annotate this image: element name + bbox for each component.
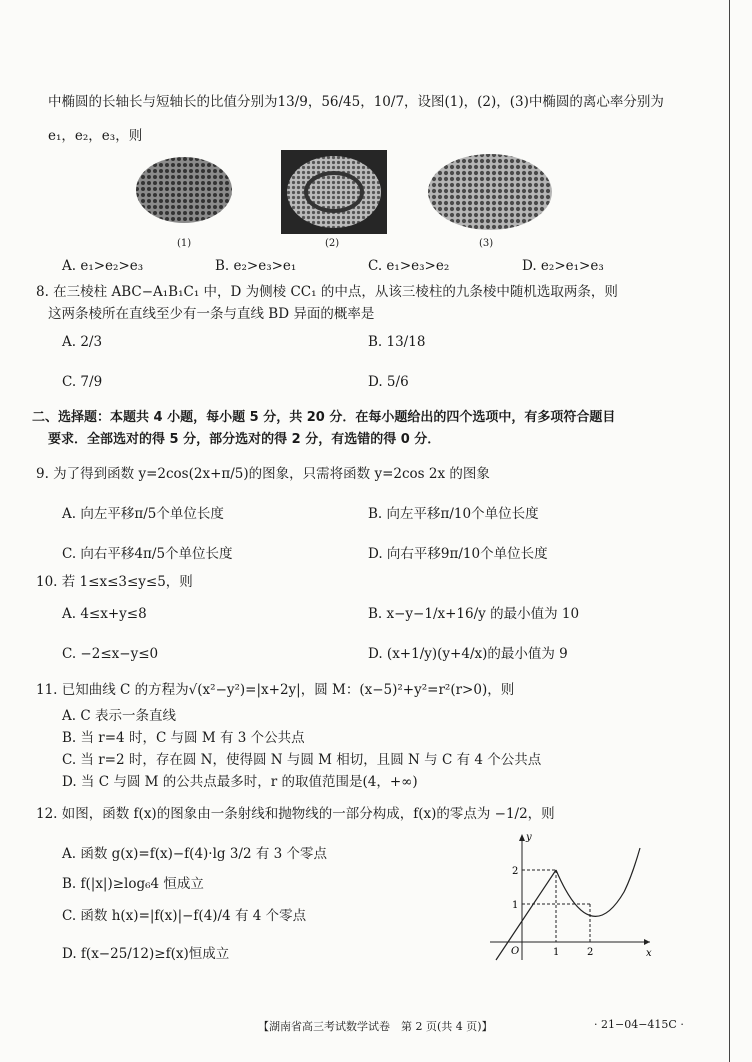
q12-option-a: A. 函数 g(x)=f(x)−f(4)·lg 3/2 有 3 个零点 <box>62 846 328 862</box>
q7-stem-line2: e₁，e₂，e₃，则 <box>48 128 143 144</box>
q8-option-d: D. 5/6 <box>368 374 409 390</box>
q10-option-d: D. (x+1/y)(y+4/x)的最小值为 9 <box>368 646 568 662</box>
q9-option-c: C. 向右平移4π/5个单位长度 <box>62 546 233 562</box>
y-axis-label: y <box>526 832 532 843</box>
ellipse-figure-1 <box>134 150 234 234</box>
origin-label: O <box>511 946 520 957</box>
x-tick-label-1: 1 <box>553 947 560 958</box>
footer-code: · 21−04−415C · <box>594 1018 684 1031</box>
q10-option-c: C. −2≤x−y≤0 <box>62 646 159 662</box>
y-axis-arrow-icon <box>519 834 525 841</box>
q12-option-b: B. f(|x|)≥log₆4 恒成立 <box>62 876 204 892</box>
x-axis-arrow-icon <box>644 939 650 945</box>
q9-option-a: A. 向左平移π/5个单位长度 <box>62 506 224 522</box>
q12-option-c: C. 函数 h(x)=|f(x)|−f(4)/4 有 4 个零点 <box>62 908 307 924</box>
q8-option-b: B. 13/18 <box>368 334 426 350</box>
q7-option-a: A. e₁>e₂>e₃ <box>62 258 144 274</box>
page-edge <box>729 0 730 1062</box>
q7-stem-line1: 中椭圆的长轴长与短轴长的比值分别为13/9，56/45，10/7，设图(1)，(2)，(3)中椭圆的离心率分别为 <box>48 94 664 110</box>
q11-option-d: D. 当 C 与圆 M 的公共点最多时，r 的取值范围是(4，+∞) <box>62 774 418 790</box>
caption-figure-2: (2) <box>325 238 340 249</box>
ray-segment <box>496 870 556 960</box>
caption-figure-3: (3) <box>479 238 494 249</box>
y-tick-label-1: 1 <box>512 900 519 911</box>
q11-stem: 11. 已知曲线 C 的方程为√(x²−y²)=|x+2y|，圆 M：(x−5)²+y²=r²(r>0)，则 <box>36 682 515 698</box>
q8-stem-line1: 8. 在三棱柱 ABC−A₁B₁C₁ 中，D 为侧棱 CC₁ 的中点，从该三棱柱的九条棱中随机选取两条，则 <box>36 284 618 300</box>
q8-stem-line2: 这两条棱所在直线至少有一条与直线 BD 异面的概率是 <box>48 306 375 322</box>
function-graph <box>484 828 660 964</box>
q9-option-d: D. 向右平移9π/10个单位长度 <box>368 546 548 562</box>
q8-option-a: A. 2/3 <box>62 334 103 350</box>
x-tick-label-2: 2 <box>587 947 594 958</box>
q11-option-a: A. C 表示一条直线 <box>62 708 176 724</box>
section2-header-line2: 要求．全部选对的得 5 分，部分选对的得 2 分，有选错的得 0 分． <box>48 432 441 447</box>
y-tick-label-2: 2 <box>512 866 519 877</box>
x-axis-label: x <box>646 948 652 959</box>
q8-option-c: C. 7/9 <box>62 374 103 390</box>
q10-option-b: B. x−y−1/x+16/y 的最小值为 10 <box>368 606 580 622</box>
caption-figure-1: (1) <box>177 238 192 249</box>
q7-option-c: C. e₁>e₃>e₂ <box>368 258 450 274</box>
section2-header-line1: 二、选择题：本题共 4 小题，每小题 5 分，共 20 分．在每小题给出的四个选项中，有多项符合题目 <box>32 410 616 425</box>
q7-option-b: B. e₂>e₃>e₁ <box>215 258 297 274</box>
q9-option-b: B. 向左平移π/10个单位长度 <box>368 506 539 522</box>
q12-stem: 12. 如图，函数 f(x)的图象由一条射线和抛物线的一部分构成，f(x)的零点为 −1/2，则 <box>36 806 555 822</box>
ellipse-figure-3 <box>425 152 555 236</box>
q10-option-a: A. 4≤x+y≤8 <box>62 606 147 622</box>
footer-title: 【湖南省高三考试数学试卷 第 2 页(共 4 页)】 <box>258 1020 493 1033</box>
q11-option-b: B. 当 r=4 时，C 与圆 M 有 3 个公共点 <box>62 730 305 746</box>
q11-option-c: C. 当 r=2 时，存在圆 N，使得圆 N 与圆 M 相切，且圆 N 与 C 有 4 个公共点 <box>62 752 542 768</box>
q9-stem: 9. 为了得到函数 y=2cos(2x+π/5)的图象，只需将函数 y=2cos 2x 的图象 <box>36 466 490 482</box>
q10-stem: 10. 若 1≤x≤3≤y≤5，则 <box>36 574 193 590</box>
ellipse-figure-2 <box>281 150 387 234</box>
parabola-segment <box>556 848 640 916</box>
q12-option-d: D. f(x−25/12)≥f(x)恒成立 <box>62 946 230 962</box>
q7-option-d: D. e₂>e₁>e₃ <box>522 258 604 274</box>
